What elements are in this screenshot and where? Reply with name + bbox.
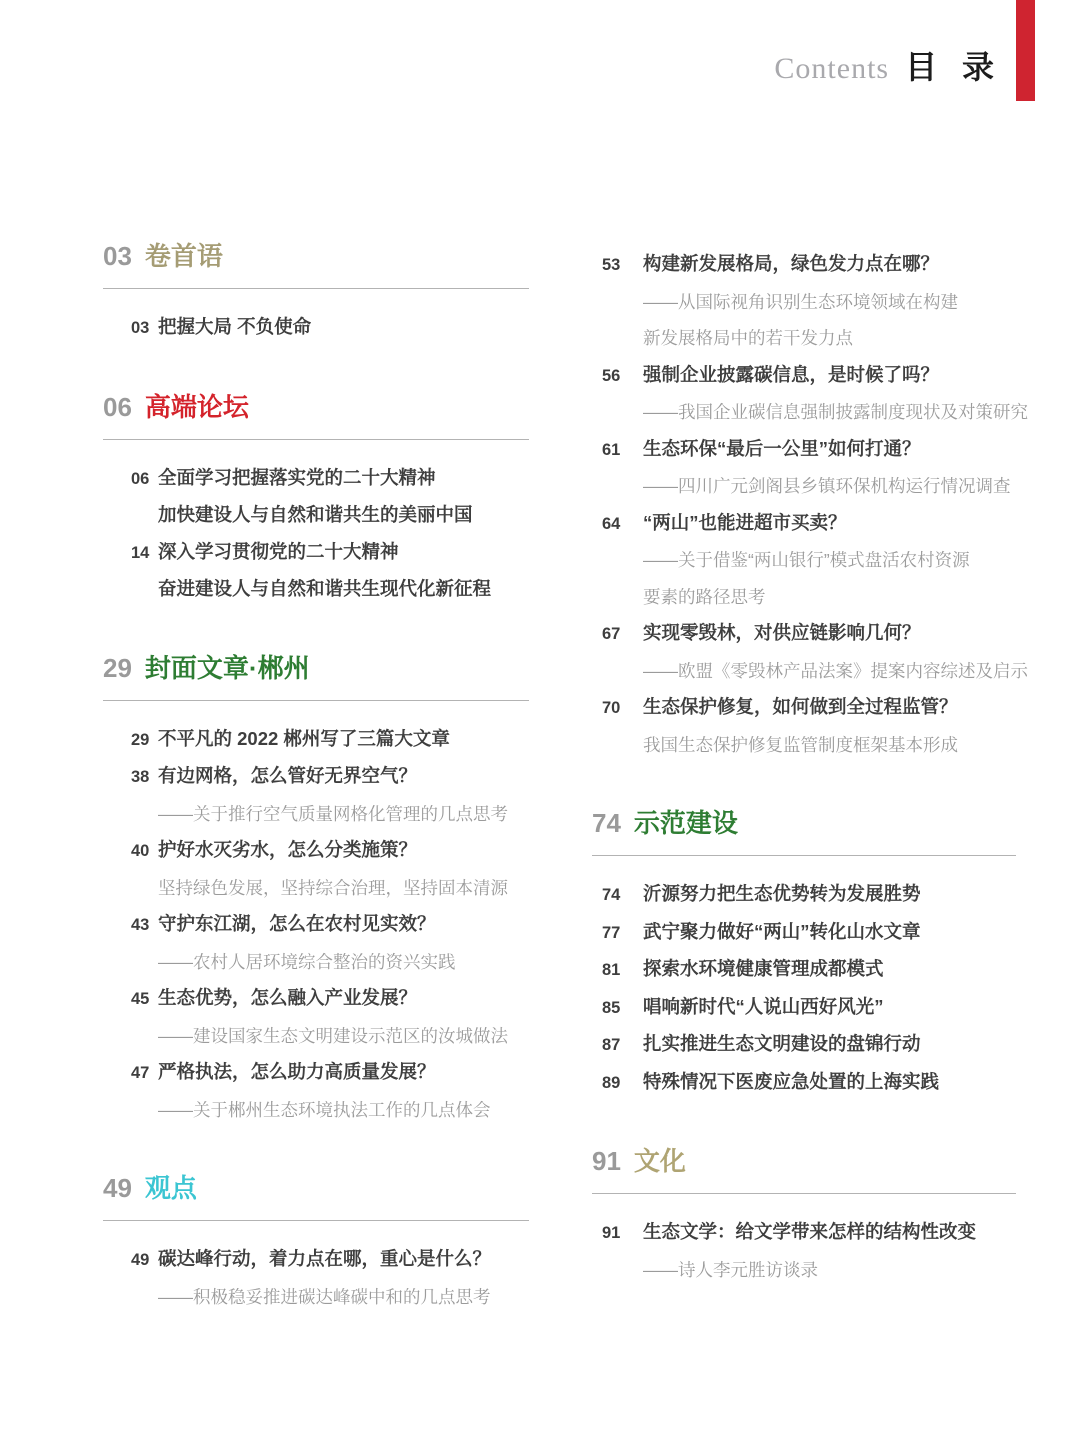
entry-title-cont <box>158 571 529 608</box>
contents-title-zh: 目 录 <box>905 49 1002 85</box>
entry-title-text: 探索水环境健康管理成都模式 <box>643 958 884 979</box>
toc-entry-45[interactable] <box>131 980 529 1054</box>
entry-title-text: 生态优势，怎么融入产业发展？ <box>158 987 418 1008</box>
section-items <box>592 874 1016 1101</box>
toc-entry-64[interactable] <box>602 505 1016 616</box>
entry-title-text: 严格执法，怎么助力高质量发展？ <box>158 1061 436 1082</box>
entry-title-text: 生态保护修复，如何做到全过程监管？ <box>643 696 958 717</box>
toc-entry-87[interactable] <box>602 1026 1016 1064</box>
toc-entry-56[interactable] <box>602 357 1028 431</box>
entry-title <box>602 246 1016 284</box>
section-items <box>103 1239 529 1315</box>
entry-title-text: 深入学习贯彻党的二十大精神 <box>158 540 399 562</box>
entry-title-text: 强制企业披露碳信息，是时候了吗？ <box>643 363 940 385</box>
entry-page-number: 29 <box>131 730 150 749</box>
section-title: 卷首语 <box>144 241 223 271</box>
entry-title <box>131 1054 529 1092</box>
section-page-number: 06 <box>103 391 132 422</box>
entry-title-text: 奋进建设人与自然和谐共生现代化新征程 <box>158 578 492 599</box>
section-items <box>103 719 529 1129</box>
entry-page-number: 81 <box>602 961 621 979</box>
entry-title-text: 全面学习把握落实党的二十大精神 <box>158 466 436 488</box>
entry-title <box>602 914 1016 952</box>
toc-entry-85[interactable] <box>602 989 1016 1027</box>
entry-subtitle: ——积极稳妥推进碳达峰碳中和的几点思考 <box>158 1286 491 1307</box>
toc-entry-06[interactable] <box>131 460 529 534</box>
entry-page-number: 03 <box>131 319 150 337</box>
toc-section-29 <box>103 652 529 1129</box>
entry-title-text: 生态环保“最后一公里”如何打通？ <box>643 437 921 459</box>
toc-section-49 <box>103 1172 529 1315</box>
entry-subtitle: 我国生态保护修复监管制度框架基本形成 <box>643 734 958 755</box>
section-page-number: 49 <box>103 1173 132 1203</box>
entry-subtitle: 坚持绿色发展，坚持综合治理，坚持固本清源 <box>158 877 508 898</box>
entry-subtitle: ——关于郴州生态环境执法工作的几点体会 <box>158 1099 491 1120</box>
entry-subtitle: ——农村人居环境综合整治的资兴实践 <box>158 951 456 972</box>
toc-entry-70[interactable] <box>602 689 1016 763</box>
entry-page-number: 61 <box>602 440 621 459</box>
toc-section-06 <box>103 391 529 608</box>
toc-column-right <box>592 240 1028 1332</box>
entry-title-text: 唱响新时代“人说山西好风光” <box>643 995 884 1017</box>
entry-page-number: 49 <box>131 1251 150 1269</box>
entry-page-number: 77 <box>602 923 621 942</box>
entry-page-number: 38 <box>131 768 150 786</box>
entry-title <box>131 980 529 1018</box>
entry-title-text: 碳达峰行动，着力点在哪，重心是什么？ <box>158 1248 492 1269</box>
entry-title <box>602 1026 1016 1064</box>
entry-title-text: 守护东江湖，怎么在农村见实效？ <box>158 913 436 934</box>
entry-subtitle: 要素的路径思考 <box>643 586 766 607</box>
toc-entry-43[interactable] <box>131 906 529 980</box>
section-page-number: 03 <box>103 241 132 271</box>
toc-entry-53[interactable] <box>602 246 1016 357</box>
section-items <box>103 458 529 608</box>
entry-title-text: 沂源努力把生态优势转为发展胜势 <box>643 883 921 904</box>
entry-title <box>131 906 529 944</box>
section-items <box>592 1212 1016 1288</box>
toc-entry-03[interactable] <box>131 309 529 347</box>
contents-title-en: Contents <box>774 52 890 85</box>
entry-title <box>602 357 1016 395</box>
page-header <box>0 42 1002 88</box>
entry-title-text: 实现零毁林，对供应链影响几何？ <box>643 622 921 643</box>
toc-entry-29[interactable] <box>131 721 529 759</box>
entry-title-text: 构建新发展格局，绿色发力点在哪？ <box>643 253 940 274</box>
entry-title-text: 有边网格，怎么管好无界空气？ <box>158 765 418 786</box>
entry-page-number: 14 <box>131 543 150 562</box>
toc-entry-91[interactable] <box>602 1214 1016 1288</box>
entry-page-number: 87 <box>602 1036 621 1054</box>
toc-section-continued <box>592 240 1028 763</box>
entry-subtitle: ——诗人李元胜访谈录 <box>643 1259 818 1280</box>
toc-section-03 <box>103 240 529 347</box>
toc-entry-61[interactable] <box>602 431 1016 505</box>
entry-title-text: 扎实推进生态文明建设的盘锦行动 <box>643 1033 921 1054</box>
entry-page-number: 74 <box>602 886 621 904</box>
entry-page-number: 45 <box>131 990 150 1008</box>
toc-entry-40[interactable] <box>131 832 529 906</box>
toc-entry-14[interactable] <box>131 534 529 608</box>
entry-subtitle: ——四川广元剑阁县乡镇环保机构运行情况调查 <box>643 476 1011 496</box>
entry-title-text: 加快建设人与自然和谐共生的美丽中国 <box>158 504 473 525</box>
toc-entry-67[interactable] <box>602 615 1028 689</box>
toc-entry-74[interactable] <box>602 876 1016 914</box>
entry-subtitle: ——关于推行空气质量网格化管理的几点思考 <box>158 803 508 824</box>
entry-title-text: 特殊情况下医废应急处置的上海实践 <box>643 1070 940 1092</box>
section-page-number: 91 <box>592 1146 621 1176</box>
entry-page-number: 56 <box>602 366 621 385</box>
entry-title-cont <box>158 497 529 534</box>
section-heading-03[interactable] <box>103 240 529 289</box>
entry-page-number: 64 <box>602 514 621 533</box>
entry-title <box>602 1064 1016 1102</box>
toc-entry-38[interactable] <box>131 758 529 832</box>
entry-title-text: 武宁聚力做好“两山”转化山水文章 <box>643 920 921 942</box>
entry-title <box>131 721 529 759</box>
toc-entry-89[interactable] <box>602 1064 1016 1102</box>
entry-title-text: “两山”也能进超市买卖？ <box>643 511 847 533</box>
toc-column-left <box>103 240 529 1359</box>
entry-subtitle: ——欧盟《零毁林产品法案》提案内容综述及启示 <box>643 660 1028 681</box>
section-page-number: 74 <box>592 808 621 838</box>
section-items <box>103 307 529 347</box>
section-heading-29[interactable] <box>103 652 529 701</box>
entry-subtitle: ——关于借鉴“两山银行”模式盘活农村资源 <box>643 550 970 570</box>
section-title: 示范建设 <box>633 808 738 838</box>
section-page-number: 29 <box>103 652 132 683</box>
entry-page-number: 43 <box>131 916 150 934</box>
entry-title <box>131 832 529 870</box>
entry-title <box>131 534 529 572</box>
entry-subtitle: ——我国企业碳信息强制披露制度现状及对策研究 <box>643 402 1028 422</box>
section-title: 文化 <box>633 1146 686 1176</box>
accent-bar <box>1016 0 1035 101</box>
toc-entry-81[interactable] <box>602 951 1016 989</box>
entry-title <box>131 309 529 347</box>
section-heading-91[interactable] <box>592 1145 1016 1194</box>
entry-page-number: 89 <box>602 1073 621 1092</box>
entry-title-text: 把握大局 不负使命 <box>158 316 312 337</box>
entry-title <box>602 431 1016 469</box>
entry-title-text: 护好水灭劣水，怎么分类施策？ <box>158 839 418 860</box>
section-title: 观点 <box>144 1173 197 1203</box>
entry-title <box>131 1241 529 1279</box>
entry-title <box>602 951 1016 989</box>
toc-entry-77[interactable] <box>602 914 1016 952</box>
entry-title <box>131 758 529 796</box>
entry-title <box>131 460 529 498</box>
section-heading-06[interactable] <box>103 391 529 440</box>
entry-page-number: 70 <box>602 699 621 717</box>
entry-title <box>602 1214 1016 1252</box>
entry-title <box>602 689 1016 727</box>
toc-section-74 <box>592 807 1016 1101</box>
entry-title <box>602 505 1016 543</box>
entry-title-text: 不平凡的 2022 郴州写了三篇大文章 <box>158 727 450 749</box>
entry-page-number: 06 <box>131 469 150 488</box>
entry-subtitle: 新发展格局中的若干发力点 <box>643 328 853 348</box>
entry-page-number: 67 <box>602 625 621 643</box>
entry-subtitle: ——从国际视角识别生态环境领域在构建 <box>643 291 958 312</box>
entry-title <box>602 989 1016 1027</box>
section-heading-74[interactable] <box>592 807 1016 856</box>
entry-page-number: 53 <box>602 256 621 274</box>
toc-entry-47[interactable] <box>131 1054 529 1128</box>
section-heading-49[interactable] <box>103 1172 529 1221</box>
toc-entry-49[interactable] <box>131 1241 529 1315</box>
entry-subtitle: ——建设国家生态文明建设示范区的汝城做法 <box>158 1025 508 1046</box>
entry-page-number: 47 <box>131 1064 150 1082</box>
entry-page-number: 40 <box>131 842 150 860</box>
entry-page-number: 91 <box>602 1224 621 1242</box>
toc-section-91 <box>592 1145 1016 1288</box>
section-title: 封面文章·郴州 <box>144 652 310 683</box>
entry-page-number: 85 <box>602 998 621 1017</box>
entry-title-text: 生态文学：给文学带来怎样的结构性改变 <box>643 1221 977 1242</box>
section-items <box>592 240 1028 763</box>
entry-title <box>602 876 1016 914</box>
entry-title <box>602 615 1016 653</box>
section-title: 高端论坛 <box>144 391 249 422</box>
